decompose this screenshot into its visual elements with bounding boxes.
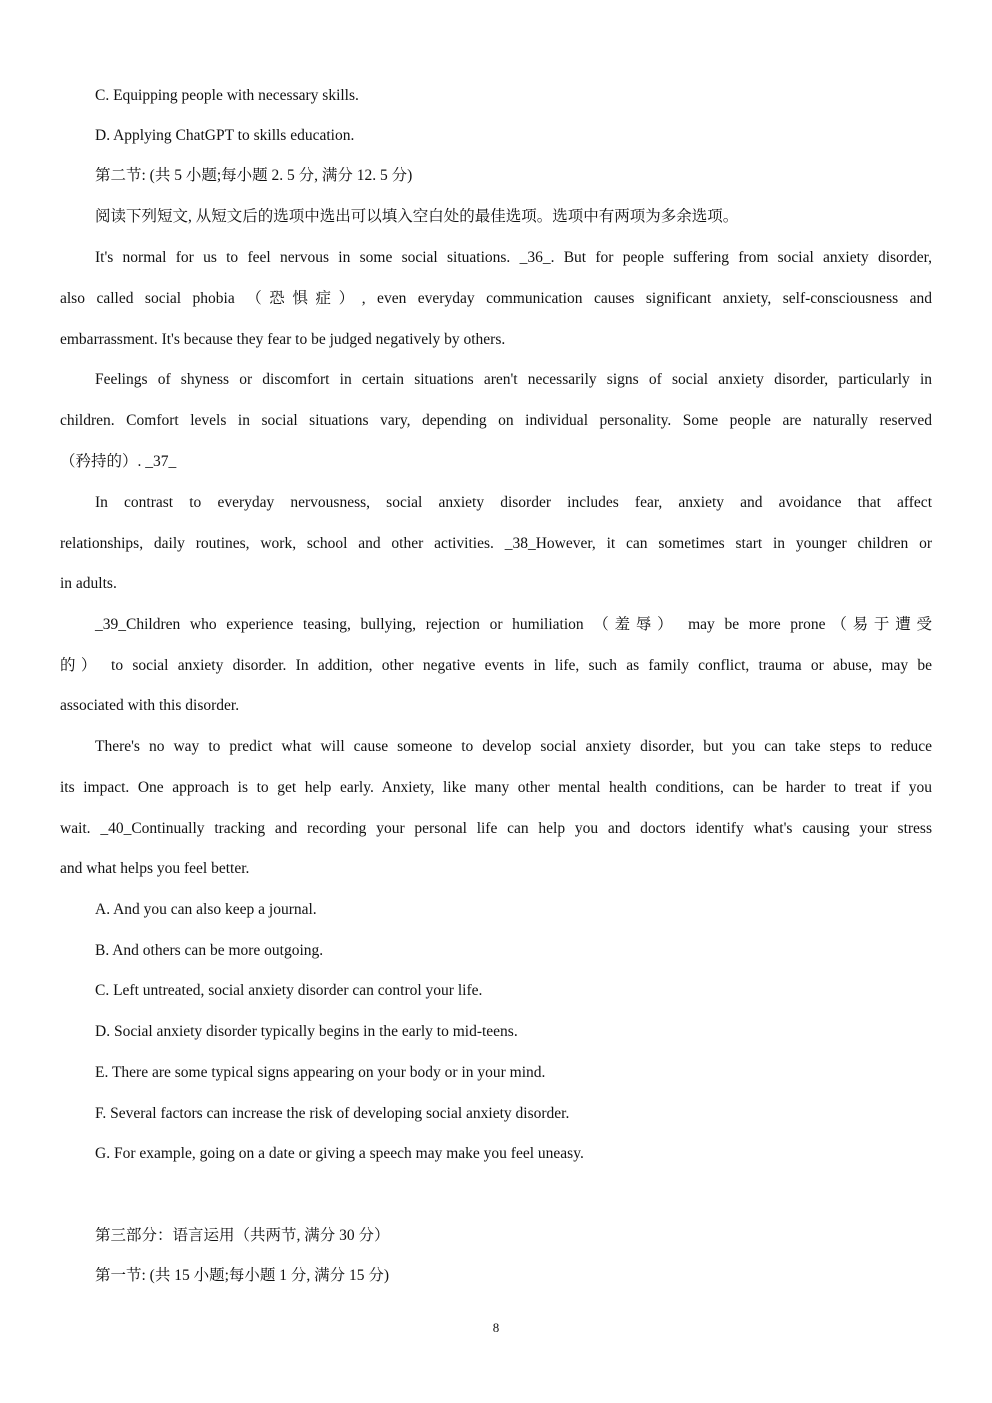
passage-line: children. Comfort levels in social situations vary, depending on individual personality. Some people are naturally reserved bbox=[60, 412, 932, 429]
passage-line: （矜持的）. _37_ bbox=[60, 453, 177, 470]
passage-line: and what helps you feel better. bbox=[60, 860, 250, 877]
page-number: 8 bbox=[492, 1320, 500, 1335]
passage-line: In contrast to everyday nervousness, social anxiety disorder includes fear, anxiety and avoidance that affect bbox=[95, 494, 932, 511]
passage-line: It's normal for us to feel nervous in some social situations. _36_. But for people suffering from social anxiety disorder, bbox=[95, 249, 932, 266]
answer-option: F. Several factors can increase the risk of developing social anxiety disorder. bbox=[95, 1105, 570, 1122]
section-heading: 第一节: (共 15 小题;每小题 1 分, 满分 15 分) bbox=[95, 1267, 390, 1284]
passage-line: 的） to social anxiety disorder. In addition, other negative events in life, such as family conflict, trauma or abuse, may be bbox=[60, 657, 932, 674]
section-heading: 第二节: (共 5 小题;每小题 2. 5 分, 满分 12. 5 分) bbox=[95, 167, 413, 184]
answer-option: E. There are some typical signs appearing on your body or in your mind. bbox=[95, 1064, 546, 1081]
option-line: D. Applying ChatGPT to skills education. bbox=[95, 127, 355, 144]
passage-line: associated with this disorder. bbox=[60, 697, 240, 714]
passage-line: Feelings of shyness or discomfort in certain situations aren't necessarily signs of social anxiety disorder, particularly in bbox=[95, 371, 932, 388]
passage-line: relationships, daily routines, work, school and other activities. _38_However, it can sometimes start in younger children or bbox=[60, 535, 932, 552]
passage-line: wait. _40_Continually tracking and recording your personal life can help you and doctors identify what's causing your stress bbox=[60, 820, 932, 837]
passage-line: its impact. One approach is to get help early. Anxiety, like many other mental health conditions, can be harder to treat if you bbox=[60, 779, 932, 796]
part-heading: 第三部分：语言运用（共两节, 满分 30 分） bbox=[95, 1227, 390, 1244]
passage-line: There's no way to predict what will cause someone to develop social anxiety disorder, but you can take steps to reduce bbox=[95, 738, 932, 755]
answer-option: D. Social anxiety disorder typically begins in the early to mid-teens. bbox=[95, 1023, 518, 1040]
passage-line: also called social phobia （恐惧症）, even everyday communication causes significant anxiety, self-consciousness and bbox=[60, 290, 932, 307]
answer-option: G. For example, going on a date or giving a speech may make you feel uneasy. bbox=[95, 1145, 584, 1162]
passage-line: _39_Children who experience teasing, bullying, rejection or humiliation （羞辱） may be more prone（易于遭受 bbox=[95, 616, 932, 633]
answer-option: A. And you can also keep a journal. bbox=[95, 901, 317, 918]
section-instruction: 阅读下列短文, 从短文后的选项中选出可以填入空白处的最佳选项。选项中有两项为多余选项。 bbox=[95, 208, 739, 225]
answer-option: C. Left untreated, social anxiety disorder can control your life. bbox=[95, 982, 483, 999]
option-line: C. Equipping people with necessary skills. bbox=[95, 87, 359, 104]
passage-line: embarrassment. It's because they fear to be judged negatively by others. bbox=[60, 331, 506, 348]
answer-option: B. And others can be more outgoing. bbox=[95, 942, 324, 959]
passage-line: in adults. bbox=[60, 575, 117, 592]
